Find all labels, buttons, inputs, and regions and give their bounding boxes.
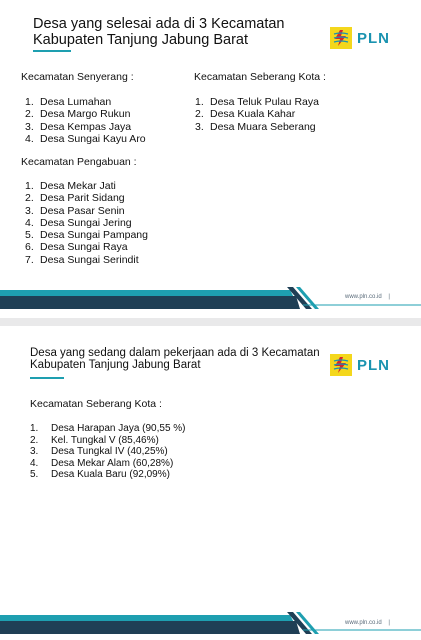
pln-lightning-icon (330, 354, 352, 376)
list-item-label: Desa Sungai Serindit (40, 253, 139, 266)
village-list (195, 96, 319, 133)
list-item-label: Desa Margo Rukun (40, 108, 131, 121)
list-item (25, 217, 148, 229)
list-item (195, 108, 319, 120)
group-heading: Kecamatan Senyerang : (21, 71, 134, 83)
slide-title-line-2: Kabupaten Tanjung Jabung Barat (30, 359, 201, 371)
list-item-label: Desa Parit Sidang (40, 192, 125, 205)
list-item (30, 469, 186, 481)
list-item (25, 96, 146, 108)
list-item-label: Desa Teluk Pulau Raya (210, 96, 319, 108)
list-item-number: 4. (25, 216, 34, 229)
list-item (195, 121, 319, 133)
list-item-number: 2. (25, 108, 34, 121)
list-item-label: Desa Sungai Kayu Aro (40, 132, 146, 145)
list-item-number: 3. (25, 204, 34, 217)
list-item (25, 192, 148, 204)
list-item-label: Desa Mekar Alam (60,28%) (51, 457, 174, 469)
slide-title-line-1: Desa yang selesai ada di 3 Kecamatan (33, 16, 285, 32)
list-item-label: Kel. Tungkal V (85,46%) (51, 434, 159, 446)
list-item-number: 3. (30, 446, 39, 458)
list-item-label: Desa Kuala Kahar (210, 108, 296, 121)
title-underline (33, 50, 71, 52)
list-item (25, 108, 146, 120)
list-item-label: Desa Mekar Jati (40, 180, 116, 192)
list-item-label: Desa Sungai Jering (40, 216, 132, 229)
list-item-label: Desa Pasar Senin (40, 204, 125, 217)
list-item (30, 435, 186, 447)
list-item-label: Desa Kempas Jaya (40, 120, 132, 133)
list-item-label: Desa Tungkal IV (40,25%) (51, 446, 168, 458)
list-item (25, 121, 146, 133)
logo-text: PLN (357, 29, 390, 47)
village-list (25, 96, 146, 145)
list-item-label: Desa Sungai Pampang (40, 229, 148, 242)
list-item (30, 458, 186, 470)
list-item-label: Desa Muara Seberang (210, 120, 316, 133)
list-item (30, 423, 186, 435)
village-list (25, 180, 148, 266)
list-item-number: 2. (30, 434, 39, 446)
list-item (195, 96, 319, 108)
list-item-label: Desa Sungai Raya (40, 241, 128, 254)
slide-title-line-1: Desa yang sedang dalam pekerjaan ada di 3 Kecamatan (30, 347, 320, 359)
title-underline (30, 377, 64, 379)
slide-1 (0, 0, 421, 318)
village-list (30, 423, 186, 481)
list-item-number: 5. (30, 469, 39, 481)
list-item (25, 241, 148, 253)
group-heading: Kecamatan Seberang Kota : (30, 398, 162, 410)
list-item (25, 229, 148, 241)
list-item-number: 5. (25, 229, 34, 242)
list-item-number: 1. (195, 96, 204, 108)
list-item-number: 1. (25, 180, 34, 192)
list-item (25, 254, 148, 266)
list-item-label: Desa Lumahan (40, 96, 112, 108)
list-item-number: 3. (25, 120, 34, 133)
list-item-number: 4. (30, 457, 39, 469)
pln-logo (330, 354, 390, 376)
group-heading: Kecamatan Seberang Kota : (194, 71, 326, 83)
list-item-number: 4. (25, 132, 34, 145)
list-item-label: Desa Kuala Baru (92,09%) (51, 469, 170, 481)
list-item-number: 6. (25, 241, 34, 254)
pln-logo (330, 27, 390, 49)
list-item-number: 2. (25, 192, 34, 205)
list-item (25, 205, 148, 217)
footer-url: www.pln.co.id | (345, 620, 390, 626)
list-item-number: 2. (195, 108, 204, 121)
list-item-number: 1. (30, 423, 39, 434)
list-item (25, 180, 148, 192)
list-item (30, 446, 186, 458)
footer-url: www.pln.co.id | (345, 294, 390, 300)
slide-title-line-2: Kabupaten Tanjung Jabung Barat (33, 32, 248, 48)
list-item-number: 7. (25, 253, 34, 266)
list-item (25, 133, 146, 145)
list-item-label: Desa Harapan Jaya (90,55 %) (51, 423, 186, 434)
logo-text: PLN (357, 356, 390, 374)
slide-2 (0, 326, 421, 640)
slide-title (33, 16, 285, 48)
slide-title (30, 347, 320, 371)
group-heading: Kecamatan Pengabuan : (21, 156, 137, 168)
list-item-number: 1. (25, 96, 34, 108)
list-item-number: 3. (195, 120, 204, 133)
pln-lightning-icon (330, 27, 352, 49)
